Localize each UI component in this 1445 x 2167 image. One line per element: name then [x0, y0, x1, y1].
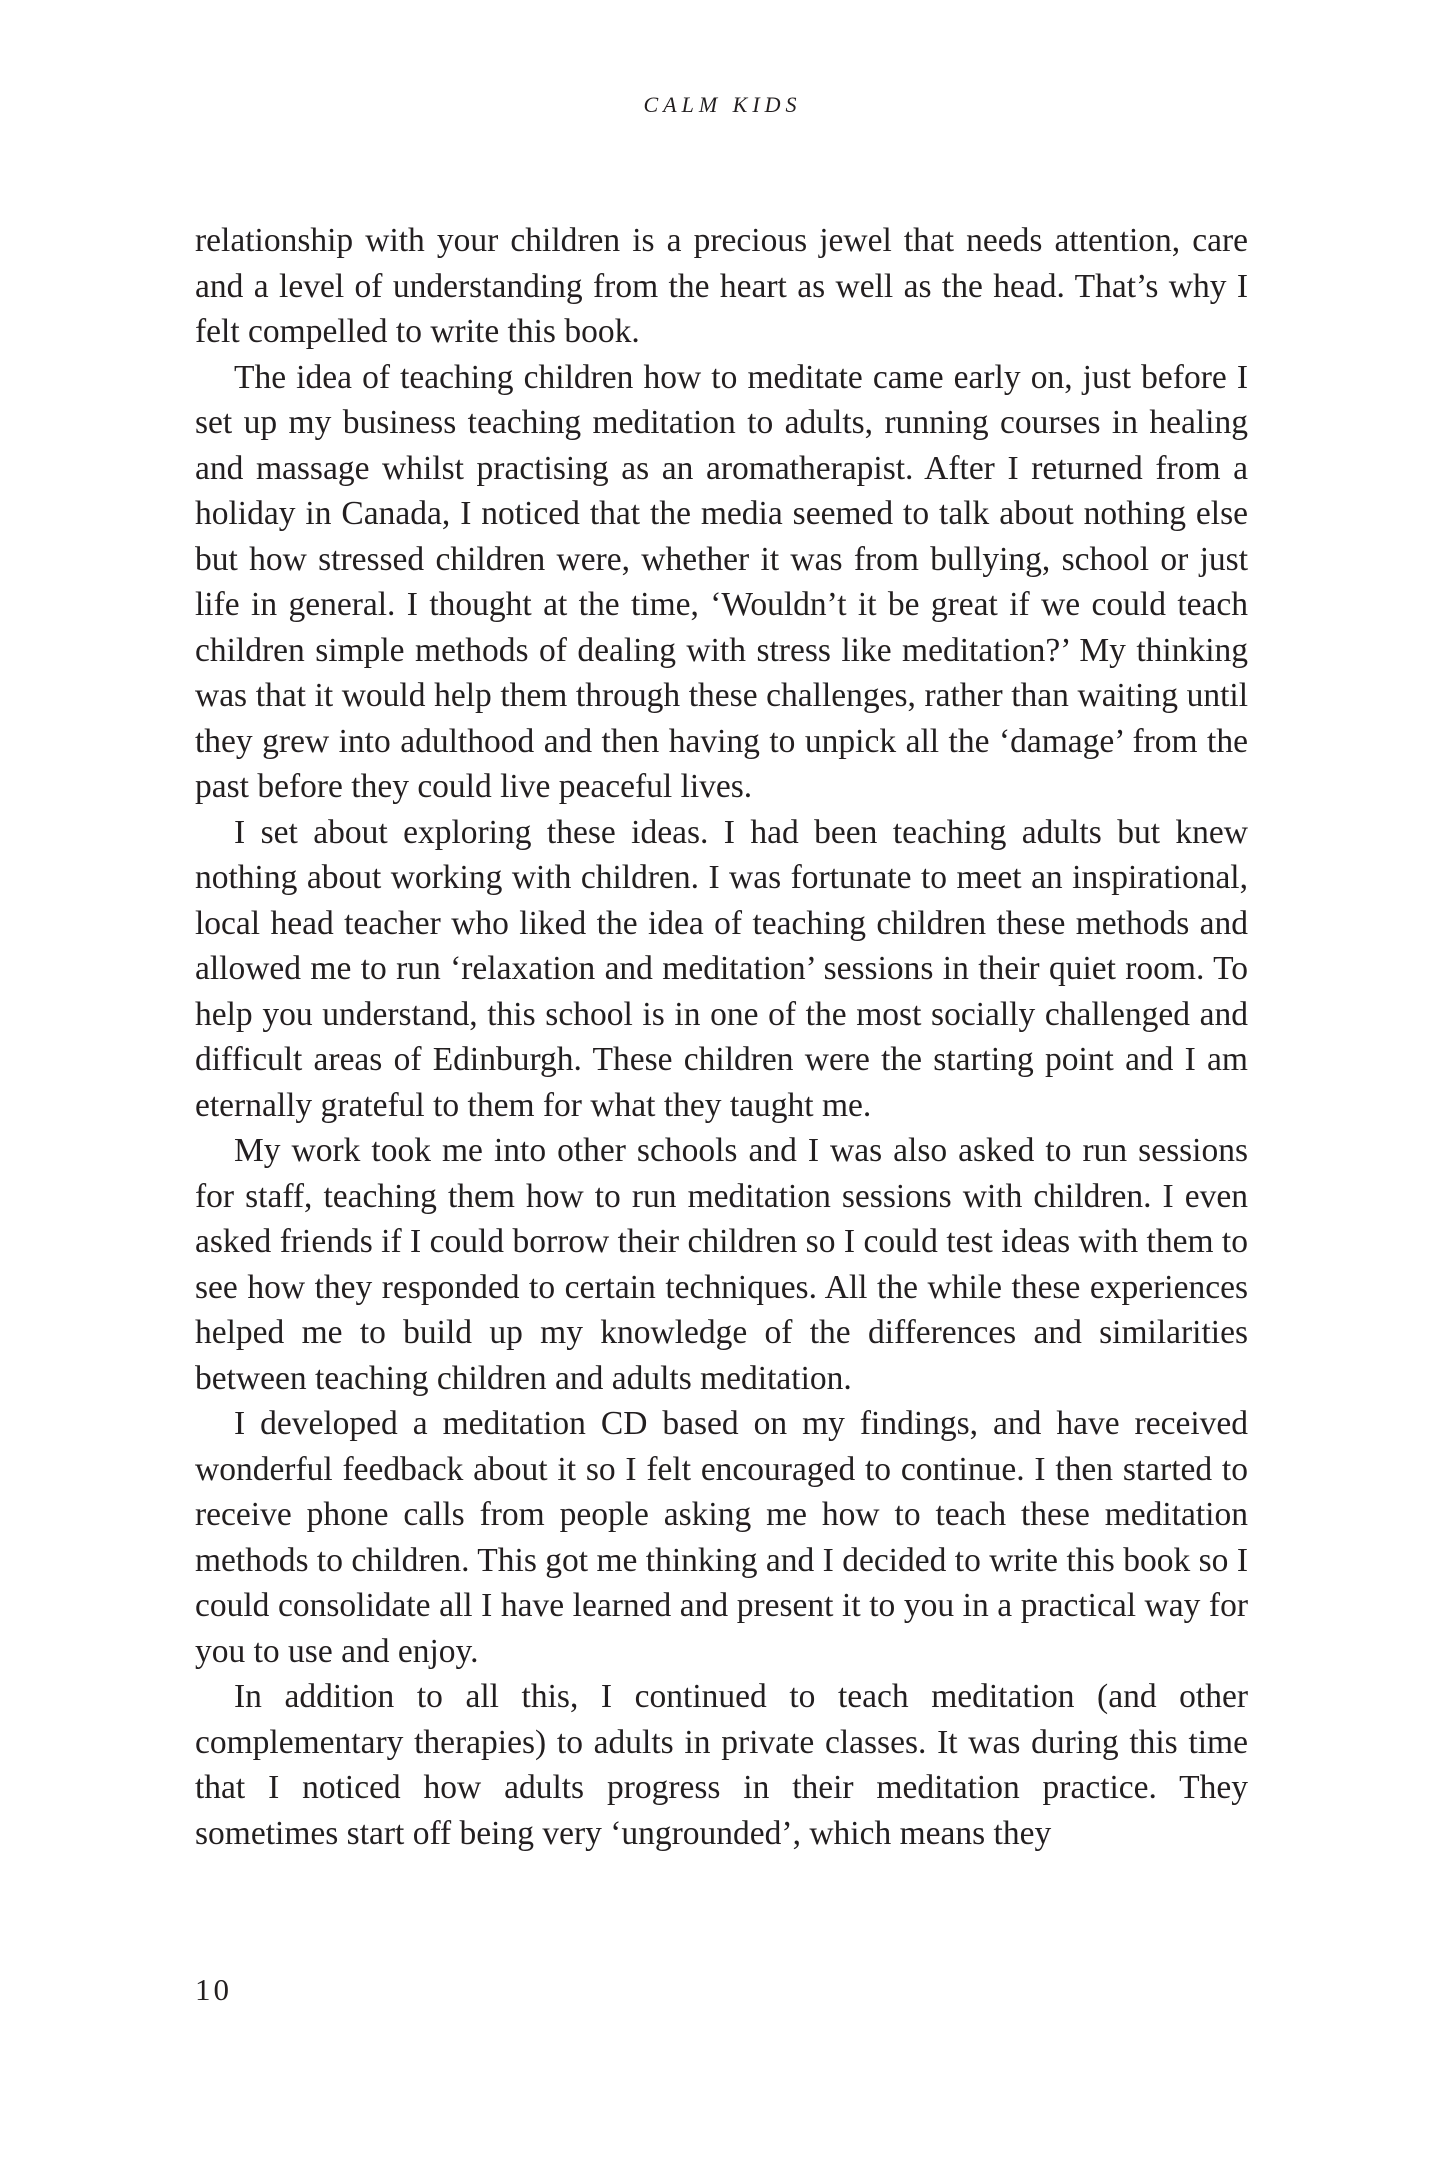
paragraph-meditation-cd: I developed a meditation CD based on my findings, and have received wonderful feedback about it so I felt encouraged to continue. I then started to receive phone calls from people asking me how to teach these meditation methods to children. This got me thinking and I decided to write this book so I could consolidate all I have learned and present it to you in a practical way for you to use and enjoy.: [195, 1405, 1248, 1670]
paragraph-continued: relationship with your children is a precious jewel that needs attention, care and a level of understanding from the heart as well as the head. That’s why I felt compelled to write this book.: [195, 222, 1248, 350]
body-text: [195, 218, 1248, 1856]
paragraph-adult-classes: In addition to all this, I continued to teach meditation (and other complementary therapies) to adults in private classes. It was during this time that I noticed how adults progress in their meditation practice. They sometimes start off being very ‘ungrounded’, which means they: [195, 1678, 1248, 1852]
paragraph-exploring-ideas: I set about exploring these ideas. I had been teaching adults but knew nothing about working with children. I was fortunate to meet an inspirational, local head teacher who liked the idea of teaching children these methods and allowed me to run ‘relaxation and meditation’ sessions in their quiet room. To help you understand, this school is in one of the most socially challenged and difficult areas of Edinburgh. These children were the starting point and I am eternally grateful to them for what they taught me.: [195, 813, 1248, 1124]
paragraph-meditation-idea: The idea of teaching children how to meditate came early on, just before I set up my business teaching meditation to adults, running courses in healing and massage whilst practising as an aromatherapist. After I returned from a holiday in Canada, I noticed that the media seemed to talk about nothing else but how stressed children were, whether it was from bullying, school or just life in general. I thought at the time, ‘Wouldn’t it be great if we could teach children simple methods of dealing with stress like meditation?’ My thinking was that it would help them through these challenges, rather than waiting until they grew into adulthood and then having to unpick all the ‘damage’ from the past before they could live peaceful lives.: [195, 358, 1248, 805]
paragraph-other-schools: My work took me into other schools and I was also asked to run sessions for staff, teaching them how to run meditation sessions with children. I even asked friends if I could borrow their children so I could test ideas with them to see how they responded to certain techniques. All the while these experiences helped me to build up my knowledge of the differences and similarities between teaching children and adults meditation.: [195, 1132, 1248, 1397]
page-number: 10: [195, 1972, 232, 2007]
running-head: CALM KIDS: [643, 92, 802, 117]
